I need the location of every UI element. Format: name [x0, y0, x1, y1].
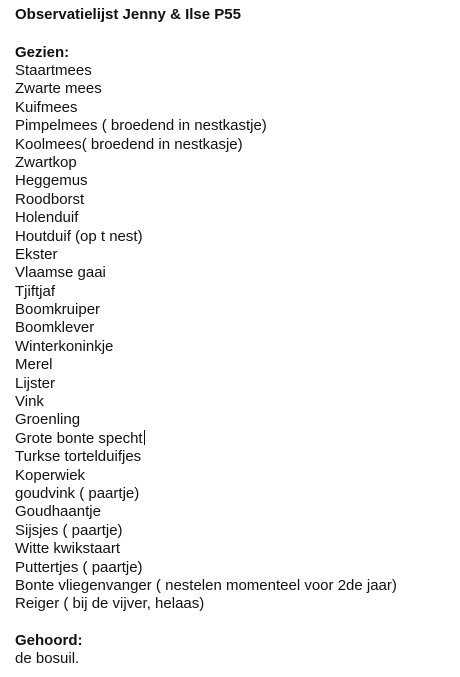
document-title: Observatielijst Jenny & Ilse P55 — [15, 6, 241, 23]
seen-item: Houtduif (op t nest) — [15, 227, 143, 245]
heard-list — [15, 650, 455, 668]
seen-item: Puttertjes ( paartje) — [15, 558, 143, 576]
seen-item: Staartmees — [15, 62, 92, 79]
seen-item: Tjiftjaf — [15, 282, 56, 300]
seen-item: Zwartkop — [15, 153, 77, 171]
text-cursor — [143, 430, 145, 447]
seen-item: Koperwiek — [15, 466, 86, 484]
seen-item: Turkse tortelduifjes — [15, 448, 142, 466]
document-body[interactable] — [15, 4, 455, 668]
seen-item: Merel — [15, 356, 53, 374]
seen-item: Bonte vliegenvanger ( nestelen momenteel voor 2de jaar) — [15, 576, 397, 594]
seen-item: Boomkruiper — [15, 301, 101, 319]
seen-item: Lijster — [15, 374, 56, 392]
seen-item: Ekster — [15, 245, 58, 263]
seen-heading: Gezien: — [15, 44, 70, 61]
seen-item: Zwarte mees — [15, 80, 102, 98]
seen-item: Boomklever — [15, 319, 95, 337]
seen-item: Pimpelmees ( broedend in nestkastje) — [15, 117, 267, 135]
seen-item: Vlaamse gaai — [15, 264, 106, 282]
seen-item: Witte kwikstaart — [15, 540, 121, 558]
seen-item: Groenling — [15, 411, 81, 429]
seen-item: Heggemus — [15, 172, 88, 190]
seen-item: Kuifmees — [15, 98, 78, 116]
seen-item: Goudhaantje — [15, 503, 101, 521]
heard-heading: Gehoord: — [15, 631, 83, 649]
seen-list — [15, 62, 455, 614]
blank-line — [15, 614, 455, 632]
seen-item-with-cursor — [15, 430, 455, 448]
seen-item: Roodborst — [15, 190, 85, 208]
seen-item: Vink — [15, 393, 44, 411]
seen-item: Koolmees( broedend in nestkasje) — [15, 135, 243, 153]
seen-item-text: Grote bonte specht — [15, 429, 143, 447]
seen-item: Sijsjes ( paartje) — [15, 521, 123, 539]
blank-line — [15, 26, 455, 44]
seen-item: Holenduif — [15, 209, 79, 227]
seen-item: Reiger ( bij de vijver, helaas) — [15, 595, 205, 613]
seen-item: goudvink ( paartje) — [15, 484, 140, 502]
heard-item: de bosuil. — [15, 649, 80, 667]
seen-item: Winterkoninkje — [15, 337, 114, 355]
